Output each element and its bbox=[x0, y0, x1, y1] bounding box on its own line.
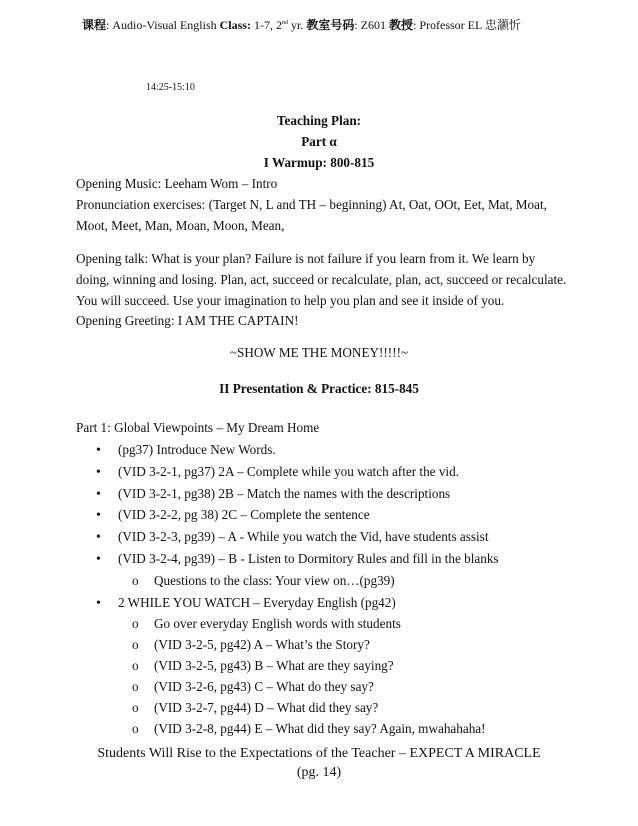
sub-bullet-mark: o bbox=[132, 721, 139, 736]
list-item bbox=[96, 595, 396, 612]
sub-list-item-text: (VID 3-2-6, pg43) C – What do they say? bbox=[154, 679, 374, 694]
plan-title: Teaching Plan: bbox=[276, 113, 362, 128]
bullet-mark: • bbox=[96, 596, 101, 611]
bullet-mark: • bbox=[96, 530, 101, 545]
part-title: Part α bbox=[301, 134, 337, 149]
class-label: Class: bbox=[219, 18, 251, 32]
part1-heading: Part 1: Global Viewpoints – My Dream Home bbox=[76, 420, 320, 435]
list-item-text: (VID 3-2-1, pg38) 2B – Match the names with the descriptions bbox=[118, 486, 451, 501]
talk-line: doing, winning and losing. Plan, act, succeed or recalculate, plan, act, succeed or recalculate. bbox=[76, 272, 567, 287]
teacher-label: 教授 bbox=[389, 18, 414, 32]
sub-list-item-text: (VID 3-2-8, pg44) E – What did they say? Again, mwahahaha! bbox=[154, 721, 486, 736]
sub-list-item bbox=[132, 573, 395, 589]
list-item bbox=[96, 507, 370, 524]
warmup-line: Moot, Meet, Man, Moan, Moon, Mean, bbox=[76, 218, 285, 233]
list-item bbox=[96, 529, 488, 546]
sub-list-item-text: Questions to the class: Your view on…(pg39) bbox=[154, 573, 395, 588]
footer-motto: Students Will Rise to the Expectations of the Teacher – EXPECT A MIRACLE bbox=[97, 746, 541, 761]
sub-list-item-text: (VID 3-2-5, pg42) A – What’s the Story? bbox=[154, 637, 370, 652]
talk-line: You will succeed. Use your imagination to help you plan and see it inside of you. bbox=[76, 293, 505, 308]
sub-list-item-text: Go over everyday English words with students bbox=[154, 616, 401, 631]
course-header bbox=[82, 16, 521, 33]
talk-line: Opening talk: What is your plan? Failure is not failure if you learn from it. We learn by bbox=[76, 251, 536, 266]
sub-list-item-text: (VID 3-2-5, pg43) B – What are they saying? bbox=[154, 658, 394, 673]
class-value: 1-7, 2 bbox=[250, 18, 282, 32]
sub-list-item bbox=[132, 700, 378, 716]
list-item bbox=[96, 551, 499, 568]
room-value: : Z601 bbox=[354, 18, 389, 32]
bullet-mark: • bbox=[96, 552, 101, 567]
bullet-mark: • bbox=[96, 508, 101, 523]
show-money-line: ~SHOW ME THE MONEY!!!!!~ bbox=[229, 345, 409, 360]
class-tail: yr. bbox=[287, 18, 307, 32]
teacher-value: : Professor EL 忠灏忻 bbox=[413, 18, 521, 32]
sub-list-item bbox=[132, 658, 394, 674]
sub-bullet-mark: o bbox=[132, 658, 139, 673]
list-item-text: (VID 3-2-3, pg39) – A - While you watch the Vid, have students assist bbox=[118, 529, 489, 544]
list-item bbox=[96, 486, 450, 503]
sub-list-item bbox=[132, 721, 486, 737]
sub-bullet-mark: o bbox=[132, 616, 139, 631]
course-label: 课程 bbox=[82, 18, 107, 32]
list-item-text: 2 WHILE YOU WATCH – Everyday English (pg42) bbox=[118, 595, 396, 610]
sub-list-item bbox=[132, 616, 401, 632]
talk-line: Opening Greeting: I AM THE CAPTAIN! bbox=[76, 313, 299, 328]
list-item bbox=[96, 442, 276, 459]
sub-bullet-mark: o bbox=[132, 637, 139, 652]
sub-list-item bbox=[132, 679, 374, 695]
course-value: : Audio-Visual English bbox=[106, 18, 220, 32]
bullet-mark: • bbox=[96, 487, 101, 502]
room-label: 教室号码 bbox=[306, 18, 355, 32]
footer-page-ref: (pg. 14) bbox=[296, 765, 342, 780]
sub-bullet-mark: o bbox=[132, 679, 139, 694]
warmup-line: Pronunciation exercises: (Target N, L and TH – beginning) At, Oat, OOt, Eet, Mat, Moat, bbox=[76, 197, 547, 212]
sub-list-item bbox=[132, 637, 370, 653]
list-item bbox=[96, 464, 459, 481]
sub-bullet-mark: o bbox=[132, 700, 139, 715]
section2-heading: II Presentation & Practice: 815-845 bbox=[219, 381, 419, 396]
warmup-heading: I Warmup: 800-815 bbox=[263, 155, 375, 170]
bullet-mark: • bbox=[96, 443, 101, 458]
warmup-line: Opening Music: Leeham Wom – Intro bbox=[76, 176, 278, 191]
bullet-mark: • bbox=[96, 465, 101, 480]
sub-list-item-text: (VID 3-2-7, pg44) D – What did they say? bbox=[154, 700, 379, 715]
list-item-text: (pg37) Introduce New Words. bbox=[118, 442, 276, 457]
class-time: 14:25-15:10 bbox=[146, 82, 195, 93]
list-item-text: (VID 3-2-4, pg39) – B - Listen to Dormitory Rules and fill in the blanks bbox=[118, 551, 499, 566]
class-superscript: nd bbox=[281, 20, 288, 26]
sub-bullet-mark: o bbox=[132, 573, 139, 588]
list-item-text: (VID 3-2-2, pg 38) 2C – Complete the sentence bbox=[118, 507, 370, 522]
list-item-text: (VID 3-2-1, pg37) 2A – Complete while you watch after the vid. bbox=[118, 464, 459, 479]
